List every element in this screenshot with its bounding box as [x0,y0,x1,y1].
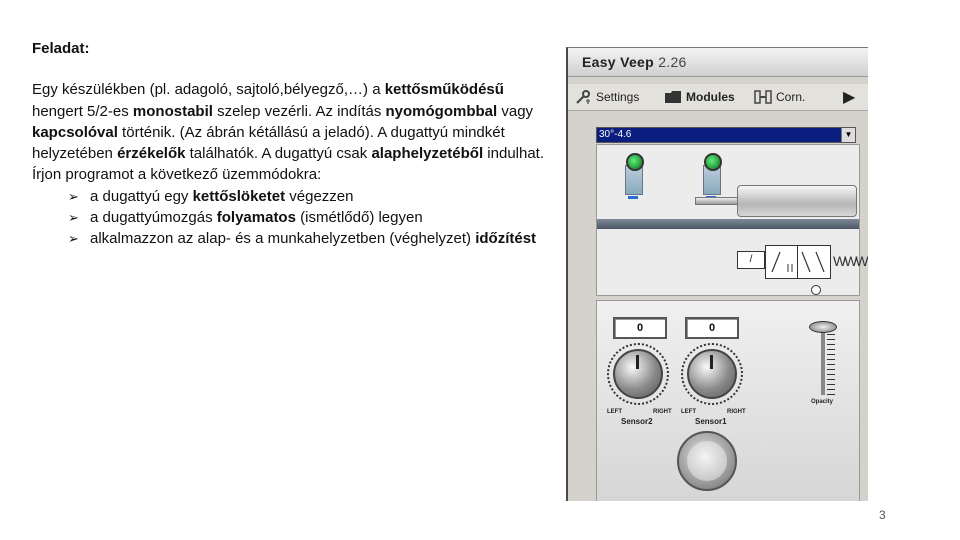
corn-button[interactable]: Corn. [754,86,805,108]
text-run: a dugattyú egy [90,187,193,205]
emphasized-text: monostabil [132,102,213,120]
play-button[interactable] [843,86,855,108]
solenoid-icon: / [737,251,765,269]
text-run: alkalmazzon az alap- és a munkahelyzetben (véghelyzet) [90,230,476,248]
modules-button[interactable]: Modules [664,86,735,108]
text-run: hengert 5/2-es [32,102,133,120]
emphasized-text: időzítést [475,230,537,248]
opacity-label: Opacity [811,399,834,405]
play-icon: ▶ [843,89,856,106]
arrow-bullet-icon: ➢ [68,188,79,204]
task-bullet [32,186,552,207]
toolbar [568,84,868,111]
start-push-button[interactable] [677,431,737,491]
task-text [32,38,552,250]
task-intro: Írjon programot a következő üzemmódokra: [32,166,322,184]
text-run: indulhat. [483,145,545,163]
sensor-lamp-icon [704,153,722,171]
settings-button[interactable]: Settings [574,86,639,108]
text-run: szelep vezérli. Az indítás [212,102,386,120]
text-run: történik. (Az ábrán kétállású a jeladó). A dugattyú mindkét helyzetében [32,123,505,163]
rail [597,219,859,229]
scenario-select[interactable] [596,127,856,143]
emphasized-text: alaphelyzetéből [371,145,484,163]
emphasized-text: érzékelők [117,145,186,163]
text-run: a dugattyúmozgás [90,209,217,227]
page-number: 3 [879,508,886,522]
wrench-icon [574,89,592,105]
cylinder-panel [596,144,867,296]
arrow-bullet-icon: ➢ [68,231,79,247]
text-run: (ismétlődő) legyen [295,209,423,227]
window-titlebar [568,48,868,77]
task-bullet [32,228,552,249]
emphasized-text: folyamatos [216,209,296,227]
knob-pointer-icon [710,355,713,369]
chevron-down-icon[interactable]: ▼ [841,128,855,142]
knob-left-label: LEFT [681,409,696,415]
sensor-marker [628,196,638,199]
sensor2-knob[interactable] [613,349,663,399]
easyveep-window [566,47,868,501]
sensor2-counter: 0 [613,317,667,339]
connection-icon [754,89,772,105]
control-panel [596,300,860,501]
valve-5-2 [765,245,831,279]
opacity-slider-scale [827,329,835,395]
emphasized-text: kettősműködésű [384,81,504,99]
opacity-slider-track[interactable] [821,327,825,395]
arrow-bullet-icon: ➢ [68,210,79,226]
emphasized-text: kapcsolóval [32,123,118,141]
app-title: Easy Veep 2.26 [582,54,687,70]
text-run: találhatók. A dugattyú csak [185,145,372,163]
sensor-lamp-icon [626,153,644,171]
text-run: vagy [497,102,534,120]
text-run: Egy készülékben (pl. adagoló, sajtoló,bélyegző,…) a [32,81,385,99]
text-run: végezzen [285,187,354,205]
sensor1-label: Sensor1 [695,417,727,426]
valve-arrows-icon [766,246,830,278]
knob-right-label: RIGHT [653,409,672,415]
opacity-slider-handle[interactable] [809,321,837,333]
exhaust-port-icon [811,285,821,295]
emphasized-text: kettőslöketet [192,187,286,205]
sensor2-label: Sensor2 [621,417,653,426]
spring-icon: WWW [833,253,867,269]
double-acting-cylinder [737,185,857,217]
task-bullet-list [32,186,552,250]
sensor1-counter: 0 [685,317,739,339]
knob-right-label: RIGHT [727,409,746,415]
task-title: Feladat: [32,40,90,57]
folder-icon [664,89,682,105]
knob-left-label: LEFT [607,409,622,415]
emphasized-text: nyomógombbal [385,102,498,120]
piston-rod [695,197,741,205]
task-paragraph [32,79,552,164]
selected-value: 30°-4.6 [599,129,632,140]
knob-pointer-icon [636,355,639,369]
sensor1-knob[interactable] [687,349,737,399]
task-bullet [32,207,552,228]
